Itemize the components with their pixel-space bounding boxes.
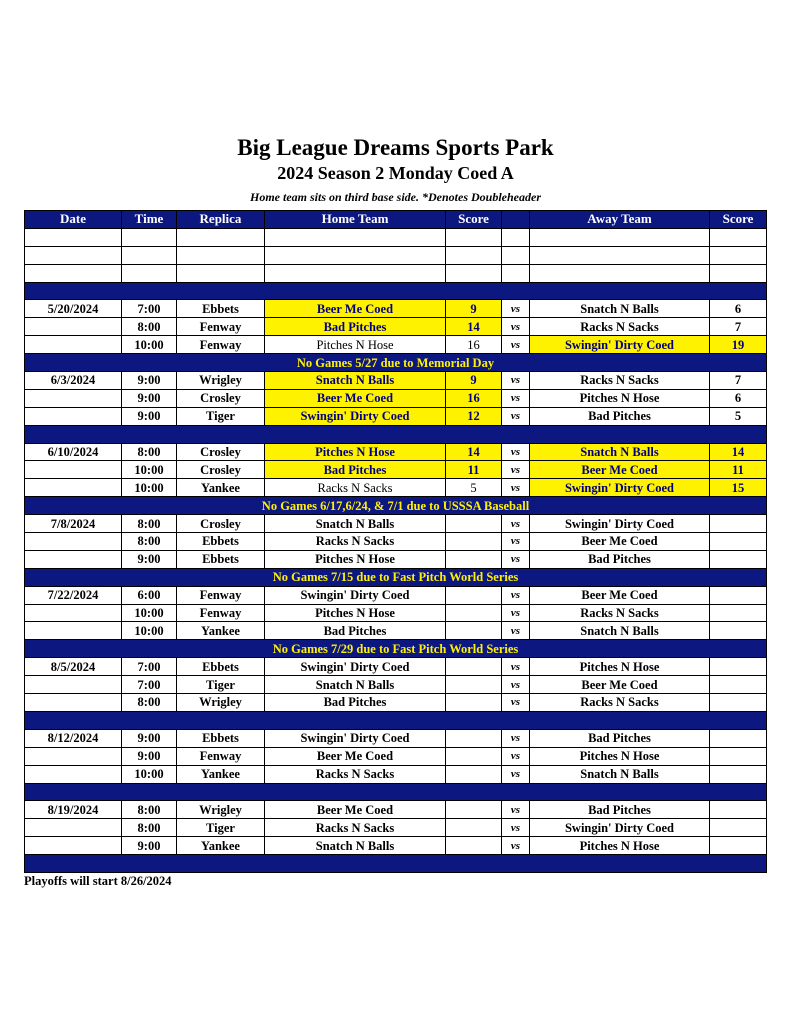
away-score: 15 [710,479,767,497]
away-team: Snatch N Balls [530,443,710,461]
blank-cell [502,228,530,246]
game-date [25,533,122,551]
game-replica: Fenway [177,336,265,354]
game-time: 8:00 [122,533,177,551]
away-team: Racks N Sacks [530,694,710,712]
game-replica: Yankee [177,622,265,640]
table-row [25,550,767,568]
table-row [25,515,767,533]
vs-label: vs [502,801,530,819]
table-row [25,372,767,390]
game-date [25,837,122,855]
home-team: Swingin' Dirty Coed [265,586,446,604]
game-date [25,622,122,640]
vs-label: vs [502,586,530,604]
home-team: Swingin' Dirty Coed [265,658,446,676]
game-time: 10:00 [122,479,177,497]
away-team: Beer Me Coed [530,533,710,551]
notice-row [25,354,767,372]
away-team: Racks N Sacks [530,604,710,622]
game-date [25,461,122,479]
home-score: 9 [446,372,502,390]
blank-row [25,228,767,246]
home-score: 14 [446,318,502,336]
table-row [25,300,767,318]
vs-label: vs [502,729,530,747]
away-score [710,622,767,640]
game-time: 9:00 [122,837,177,855]
home-team: Beer Me Coed [265,300,446,318]
table-row [25,729,767,747]
away-score [710,676,767,694]
blank-cell [25,246,122,264]
blank-cell [530,246,710,264]
away-score [710,729,767,747]
game-date: 6/10/2024 [25,443,122,461]
vs-label: vs [502,443,530,461]
home-team: Bad Pitches [265,461,446,479]
blank-cell [122,264,177,282]
game-date [25,407,122,425]
header-replica: Replica [177,211,265,229]
notice-text [25,711,767,729]
game-date [25,389,122,407]
game-replica: Fenway [177,747,265,765]
home-score: 16 [446,389,502,407]
notice-row [25,282,767,300]
game-time: 8:00 [122,318,177,336]
header-date: Date [25,211,122,229]
home-score: 16 [446,336,502,354]
game-date: 6/3/2024 [25,372,122,390]
game-replica: Ebbets [177,550,265,568]
blank-cell [446,264,502,282]
game-replica: Ebbets [177,729,265,747]
vs-label: vs [502,550,530,568]
game-time: 6:00 [122,586,177,604]
game-replica: Wrigley [177,694,265,712]
away-score [710,765,767,783]
game-time: 9:00 [122,729,177,747]
table-row [25,658,767,676]
vs-label: vs [502,461,530,479]
table-row [25,765,767,783]
away-team: Pitches N Hose [530,747,710,765]
game-date: 8/5/2024 [25,658,122,676]
table-row [25,676,767,694]
blank-cell [177,264,265,282]
away-score: 6 [710,389,767,407]
away-score: 7 [710,318,767,336]
home-team: Pitches N Hose [265,550,446,568]
game-date [25,318,122,336]
away-team: Pitches N Hose [530,658,710,676]
game-replica: Ebbets [177,658,265,676]
game-time: 9:00 [122,550,177,568]
header-away-team: Away Team [530,211,710,229]
blank-cell [710,228,767,246]
game-time: 8:00 [122,515,177,533]
away-score: 6 [710,300,767,318]
game-date [25,819,122,837]
home-score [446,658,502,676]
table-row [25,622,767,640]
game-replica: Crosley [177,515,265,533]
home-team: Bad Pitches [265,318,446,336]
game-time: 10:00 [122,461,177,479]
game-time: 9:00 [122,372,177,390]
schedule-note: Home team sits on third base side. *Denotes Doubleheader [250,190,541,204]
game-replica: Wrigley [177,372,265,390]
away-score: 7 [710,372,767,390]
notice-text [25,783,767,801]
home-team: Snatch N Balls [265,837,446,855]
schedule-body [25,228,767,872]
notice-text: No Games 7/15 due to Fast Pitch World Series [25,568,767,586]
table-row [25,533,767,551]
away-team: Pitches N Hose [530,837,710,855]
game-date [25,694,122,712]
home-score [446,622,502,640]
game-date [25,747,122,765]
away-team: Racks N Sacks [530,372,710,390]
game-time: 10:00 [122,622,177,640]
table-row [25,801,767,819]
vs-label: vs [502,747,530,765]
home-score [446,729,502,747]
game-time: 7:00 [122,300,177,318]
away-team: Bad Pitches [530,729,710,747]
home-team: Racks N Sacks [265,819,446,837]
away-team: Swingin' Dirty Coed [530,479,710,497]
home-score [446,765,502,783]
table-header-row [25,211,767,229]
vs-label: vs [502,694,530,712]
home-score [446,676,502,694]
home-score: 14 [446,443,502,461]
away-score [710,747,767,765]
blank-cell [265,264,446,282]
home-team: Racks N Sacks [265,479,446,497]
game-time: 10:00 [122,765,177,783]
home-team: Swingin' Dirty Coed [265,729,446,747]
notice-row [25,711,767,729]
away-team: Snatch N Balls [530,622,710,640]
vs-label: vs [502,604,530,622]
game-time: 8:00 [122,819,177,837]
away-score [710,801,767,819]
game-replica: Tiger [177,407,265,425]
home-score [446,604,502,622]
table-row [25,318,767,336]
blank-cell [446,228,502,246]
blank-row [25,246,767,264]
game-time: 8:00 [122,443,177,461]
vs-label: vs [502,676,530,694]
vs-label: vs [502,765,530,783]
blank-cell [530,264,710,282]
game-replica: Ebbets [177,300,265,318]
game-replica: Fenway [177,318,265,336]
home-score [446,586,502,604]
home-team: Pitches N Hose [265,443,446,461]
game-time: 7:00 [122,676,177,694]
game-date [25,479,122,497]
notice-row [25,425,767,443]
game-time: 10:00 [122,336,177,354]
game-date [25,676,122,694]
table-row [25,443,767,461]
blank-cell [265,228,446,246]
away-team: Beer Me Coed [530,676,710,694]
vs-label: vs [502,318,530,336]
away-team: Swingin' Dirty Coed [530,336,710,354]
vs-label: vs [502,389,530,407]
game-replica: Wrigley [177,801,265,819]
vs-label: vs [502,819,530,837]
home-score [446,515,502,533]
game-date [25,765,122,783]
blank-cell [446,246,502,264]
table-row [25,461,767,479]
away-team: Swingin' Dirty Coed [530,819,710,837]
away-score: 19 [710,336,767,354]
game-replica: Crosley [177,443,265,461]
home-team: Swingin' Dirty Coed [265,407,446,425]
blank-cell [265,246,446,264]
away-team: Snatch N Balls [530,300,710,318]
notice-text [25,425,767,443]
away-score [710,586,767,604]
home-score [446,533,502,551]
away-team: Bad Pitches [530,550,710,568]
away-team: Snatch N Balls [530,765,710,783]
game-date: 7/8/2024 [25,515,122,533]
away-team: Beer Me Coed [530,586,710,604]
vs-label: vs [502,300,530,318]
game-time: 9:00 [122,747,177,765]
home-team: Beer Me Coed [265,747,446,765]
home-score [446,747,502,765]
blank-cell [530,228,710,246]
blank-cell [25,228,122,246]
header-home-team: Home Team [265,211,446,229]
blank-cell [122,246,177,264]
away-score [710,694,767,712]
game-time: 9:00 [122,407,177,425]
game-date: 8/12/2024 [25,729,122,747]
home-score: 9 [446,300,502,318]
away-score [710,604,767,622]
table-row [25,604,767,622]
vs-label: vs [502,336,530,354]
away-team: Bad Pitches [530,801,710,819]
vs-label: vs [502,658,530,676]
blank-cell [710,264,767,282]
away-team: Pitches N Hose [530,389,710,407]
home-score [446,801,502,819]
vs-label: vs [502,372,530,390]
vs-label: vs [502,622,530,640]
home-score: 11 [446,461,502,479]
vs-label: vs [502,479,530,497]
page-subtitle: 2024 Season 2 Monday Coed A [277,163,514,183]
home-team: Bad Pitches [265,622,446,640]
game-replica: Yankee [177,765,265,783]
home-score [446,837,502,855]
game-date [25,604,122,622]
home-team: Snatch N Balls [265,676,446,694]
schedule-table [24,210,767,873]
notice-row [25,568,767,586]
blank-cell [25,264,122,282]
game-date: 8/19/2024 [25,801,122,819]
away-score: 14 [710,443,767,461]
notice-text [25,855,767,873]
away-team: Beer Me Coed [530,461,710,479]
game-replica: Crosley [177,389,265,407]
header-vs [502,211,530,229]
home-score [446,694,502,712]
home-team: Beer Me Coed [265,801,446,819]
away-team: Swingin' Dirty Coed [530,515,710,533]
notice-text [25,282,767,300]
blank-cell [177,246,265,264]
playoffs-note: Playoffs will start 8/26/2024 [24,874,172,888]
game-date: 7/22/2024 [25,586,122,604]
away-score [710,515,767,533]
blank-cell [502,246,530,264]
vs-label: vs [502,533,530,551]
away-score: 5 [710,407,767,425]
table-row [25,747,767,765]
home-score: 12 [446,407,502,425]
table-row [25,336,767,354]
table-row [25,407,767,425]
home-team: Bad Pitches [265,694,446,712]
away-score [710,819,767,837]
away-team: Racks N Sacks [530,318,710,336]
game-date [25,336,122,354]
away-score [710,550,767,568]
home-team: Beer Me Coed [265,389,446,407]
game-replica: Crosley [177,461,265,479]
notice-row [25,640,767,658]
away-score [710,658,767,676]
notice-text: No Games 5/27 due to Memorial Day [25,354,767,372]
game-time: 9:00 [122,389,177,407]
game-replica: Ebbets [177,533,265,551]
home-score: 5 [446,479,502,497]
blank-cell [177,228,265,246]
header-time: Time [122,211,177,229]
blank-cell [710,246,767,264]
header-home-score: Score [446,211,502,229]
game-date [25,550,122,568]
game-date: 5/20/2024 [25,300,122,318]
game-replica: Tiger [177,819,265,837]
blank-row [25,264,767,282]
notice-row [25,855,767,873]
notice-row [25,497,767,515]
home-team: Snatch N Balls [265,515,446,533]
table-row [25,837,767,855]
table-row [25,694,767,712]
page-title: Big League Dreams Sports Park [237,135,554,160]
away-score [710,533,767,551]
game-time: 8:00 [122,801,177,819]
home-team: Pitches N Hose [265,336,446,354]
game-replica: Yankee [177,837,265,855]
home-team: Racks N Sacks [265,765,446,783]
notice-row [25,783,767,801]
vs-label: vs [502,515,530,533]
table-row [25,389,767,407]
home-team: Snatch N Balls [265,372,446,390]
notice-text: No Games 6/17,6/24, & 7/1 due to USSSA Baseball [25,497,767,515]
table-row [25,586,767,604]
game-replica: Fenway [177,586,265,604]
vs-label: vs [502,407,530,425]
table-row [25,819,767,837]
away-team: Bad Pitches [530,407,710,425]
vs-label: vs [502,837,530,855]
blank-cell [502,264,530,282]
notice-text: No Games 7/29 due to Fast Pitch World Series [25,640,767,658]
game-replica: Yankee [177,479,265,497]
away-score [710,837,767,855]
game-time: 7:00 [122,658,177,676]
away-score: 11 [710,461,767,479]
table-row [25,479,767,497]
blank-cell [122,228,177,246]
home-score [446,819,502,837]
header-away-score: Score [710,211,767,229]
home-team: Racks N Sacks [265,533,446,551]
game-replica: Fenway [177,604,265,622]
game-time: 10:00 [122,604,177,622]
game-replica: Tiger [177,676,265,694]
game-time: 8:00 [122,694,177,712]
home-team: Pitches N Hose [265,604,446,622]
home-score [446,550,502,568]
